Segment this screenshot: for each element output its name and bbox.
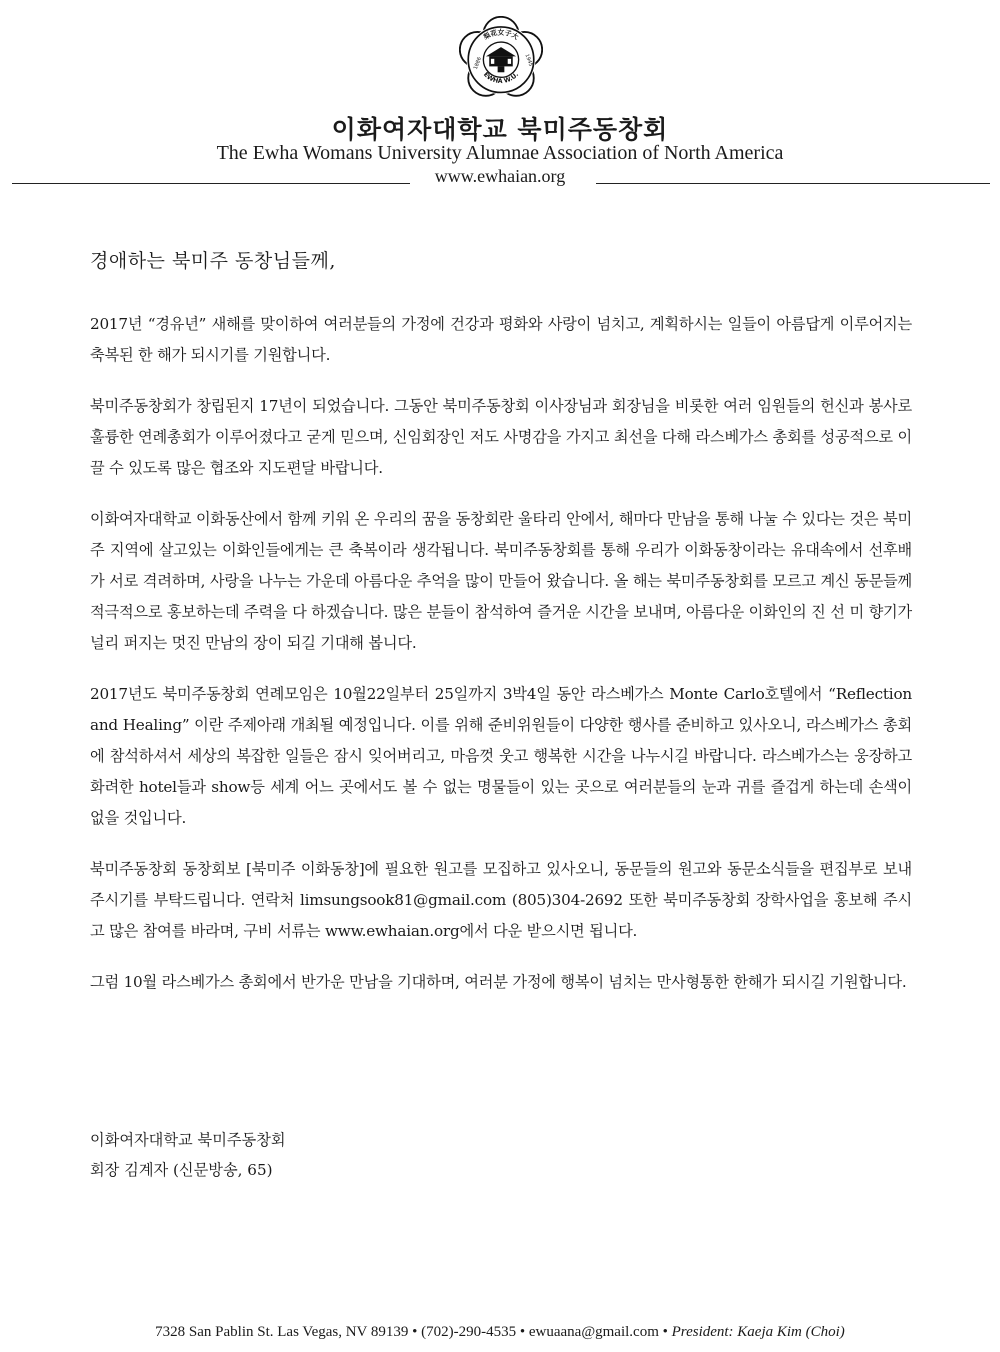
seal-top-text: 梨花女子大 — [482, 28, 520, 42]
organization-name-korean: 이화여자대학교 북미주동창회 — [331, 115, 669, 144]
footer-address: 7328 San Pablin St. Las Vegas, NV 89139 • (702)-290-4535 • ewuaana@gmail.com • — [155, 1324, 672, 1340]
letter-body — [90, 246, 912, 1018]
seal-year-left: 1886 — [472, 56, 483, 71]
seal-bottom-text: EWHA W.U. — [481, 71, 521, 86]
letter-paragraph: 북미주동창회가 창립된지 17년이 되었습니다. 그동안 북미주동창회 이사장님과 회장님을 비롯한 여러 임원들의 헌신과 봉사로 훌륭한 연례총회가 이루어졌다고 굳게 믿으며, 신임회장인 저도 사명감을 가지고 최선을 다해 라스베가스 총회를 성공적으로 이끌 수 있도록 많은 협조와 지도편달 바랍니다. — [90, 397, 912, 477]
signature-name: 회장 김계자 (신문방송, 65) — [90, 1161, 273, 1179]
footer-president: President: Kaeja Kim (Choi) — [671, 1324, 845, 1340]
signature-organization: 이화여자대학교 북미주동창회 — [90, 1131, 286, 1149]
seal-year-right: 1945 — [523, 53, 534, 68]
website-link[interactable]: www.ewhaian.org — [434, 166, 566, 186]
organization-name-english: The Ewha Womans University Alumnae Association of North America — [216, 142, 784, 164]
header-divider-right — [596, 183, 990, 184]
letter-paragraph: 2017년 “경유년” 새해를 맞이하여 여러분들의 가정에 건강과 평화와 사랑이 넘치고, 계획하시는 일들이 아름답게 이루어지는 축복된 한 해가 되시기를 기원합니다. — [90, 315, 912, 364]
letter-paragraph: 그럼 10월 라스베가스 총회에서 반가운 만남을 기대하며, 여러분 가정에 행복이 넘치는 만사형통한 한해가 되시길 기원합니다. — [90, 973, 907, 991]
footer-contact — [0, 1324, 1000, 1341]
letter-paragraph: 이화여자대학교 이화동산에서 함께 키워 온 우리의 꿈을 동창회란 울타리 안에서, 해마다 만남을 통해 나눌 수 있다는 것은 북미주 지역에 살고있는 이화인들에게는 큰 축복이라 생각됩니다. 북미주동창회를 통해 우리가 이화동창이라는 유대속에서 선후배가 서로 격려하며, 사랑을 나누는 가운데 아름다운 추억을 많이 만들어 왔습니다. 올 해는 북미주동창회를 모르고 계신 동문들께 적극적으로 홍보하는데 주력을 다 하겠습니다. 많은 분들이 참석하여 즐거운 시간을 보내며, 아름다운 이화인의 진 선 미 향기가 널리 퍼지는 멋진 만남의 장이 되길 기대해 봅니다. — [90, 510, 912, 652]
header-divider-left — [12, 183, 410, 184]
university-seal-logo — [459, 16, 543, 100]
letter-paragraph: 북미주동창회 동창회보 [북미주 이화동창]에 필요한 원고를 모집하고 있사오니, 동문들의 원고와 동문소식들을 편집부로 보내주시기를 부탁드립니다. 연락처 limsungsook81@gmail.com (805)304-2692 또한 북미주동창회 장학사업을 홍보해 주시고 많은 참여를 바라며, 구비 서류는 www.ewhaian.org에서 다운 받으시면 됩니다. — [90, 860, 912, 940]
letter-signature — [90, 1125, 286, 1185]
letter-greeting: 경애하는 북미주 동창님들께, — [90, 250, 336, 272]
letter-paragraph: 2017년도 북미주동창회 연례모임은 10월22일부터 25일까지 3박4일 동안 라스베가스 Monte Carlo호텔에서 “Reflection and Healing” 이란 주제아래 개최될 예정입니다. 이를 위해 준비위원들이 다양한 행사를 준비하고 있사오니, 라스베가스 총회에 참석하셔서 세상의 복잡한 일들은 잠시 잊어버리고, 마음껏 웃고 행복한 시간을 나누시길 바랍니다. 라스베가스는 웅장하고 화려한 hotel들과 show등 세계 어느 곳에서도 볼 수 없는 명물들이 있는 곳으로 여러분들의 눈과 귀를 즐겁게 하는데 손색이 없을 것입니다. — [90, 685, 912, 827]
